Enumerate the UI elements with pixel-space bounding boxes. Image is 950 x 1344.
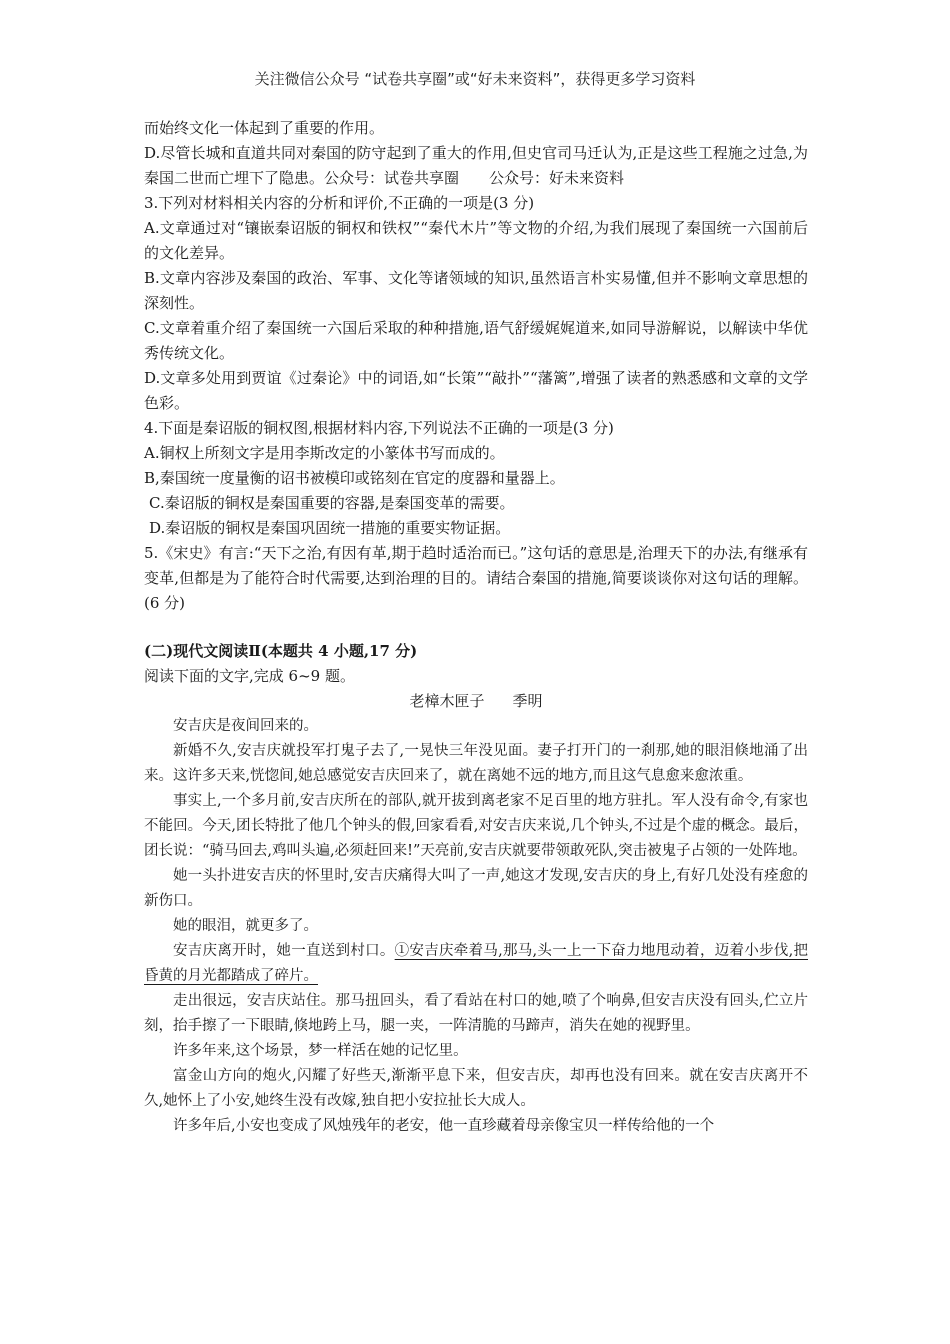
question-4: 4.下面是秦诏版的铜权图,根据材料内容,下列说法不正确的一项是(3 分) — [144, 419, 614, 437]
question-3: 3.下列对材料相关内容的分析和评价,不正确的一项是(3 分) — [144, 194, 535, 212]
text-line: 而始终文化一体起到了重要的作用。 — [144, 119, 385, 137]
story-paragraph: 安吉庆是夜间回来的。 — [173, 718, 318, 734]
question-4-option-a: A.铜权上所刻文字是用李斯改定的小篆体书写而成的。 — [144, 444, 505, 462]
story-title-line — [144, 689, 808, 714]
story-paragraph: 她一头扑进安吉庆的怀里时,安吉庆痛得大叫了一声,她这才发现,安吉庆的身上,有好几处没有痊愈的新伤口。 — [144, 868, 808, 909]
question-3-option-a: A.文章通过对“镶嵌秦诏版的铜权和铁权”“秦代木片”等文物的介绍,为我们展现了秦国统一六国前后的文化差异。 — [144, 219, 808, 262]
story-paragraph: 走出很远，安吉庆站住。那马扭回头，看了看站在村口的她,喷了个响鼻,但安吉庆没有回头,伫立片刻，抬手擦了一下眼睛,倏地跨上马，腿一夹，一阵清脆的马蹄声，消失在她的视野里。 — [144, 993, 808, 1034]
document-body — [144, 116, 808, 1139]
lead-text: 安吉庆离开时，她一直送到村口。 — [173, 943, 395, 959]
question-4-option-b: B,秦国统一度量衡的诏书被模印或铭刻在官定的度器和量器上。 — [144, 469, 565, 487]
underlined-sentence-1: ①安吉庆牵着马,那马,头一上一下奋力地甩动着，迈着小步伐,把昏黄的月光都踏成了碎片。 — [144, 943, 809, 984]
story-paragraph: 她的眼泪，就更多了。 — [173, 918, 318, 934]
question-5: 5.《宋史》有言:“天下之治,有因有革,期于趋时适治而已。”这句话的意思是,治理天下的办法,有继承有变革,但都是为了能符合时代需要,达到治理的目的。请结合秦国的措施,简要谈谈你对这句话的理解。(6 分) — [144, 544, 808, 612]
page-header: 关注微信公众号 “试卷共享圈”或“好未来资料”，获得更多学习资料 — [254, 70, 696, 88]
question-4-option-d: D.秦诏版的铜权是秦国巩固统一措施的重要实物证据。 — [149, 519, 511, 537]
story-paragraph: 许多年后,小安也变成了风烛残年的老安，他一直珍藏着母亲像宝贝一样传给他的一个 — [173, 1118, 715, 1134]
story-author: 季明 — [512, 692, 543, 710]
section-heading: (二)现代文阅读Ⅱ(本题共 4 小题,17 分) — [144, 642, 418, 660]
question-3-option-c: C.文章着重介绍了秦国统一六国后采取的种种措施,语气舒缓娓娓道来,如同导游解说，以解读中华优秀传统文化。 — [144, 319, 808, 362]
story-paragraph: 富金山方向的炮火,闪耀了好些天,渐渐平息下来，但安吉庆，却再也没有回来。就在安吉庆离开不久,她怀上了小安,她终生没有改嫁,独自把小安拉扯长大成人。 — [144, 1068, 808, 1109]
question-4-option-c: C.秦诏版的铜权是秦国重要的容器,是秦国变革的需要。 — [149, 494, 515, 512]
question-3-option-b: B.文章内容涉及秦国的政治、军事、文化等诸领域的知识,虽然语言朴实易懂,但并不影响文章思想的深刻性。 — [144, 269, 808, 312]
story-paragraph-underlined — [144, 939, 808, 989]
spacer — [144, 616, 808, 639]
story-paragraph: 许多年来,这个场景，梦一样活在她的记忆里。 — [173, 1043, 468, 1059]
story-paragraph: 新婚不久,安吉庆就投军打鬼子去了,一晃快三年没见面。妻子打开门的一刹那,她的眼泪倏地涌了出来。这许多天来,恍惚间,她总感觉安吉庆回来了，就在离她不远的地方,而且这气息愈来愈浓重。 — [144, 743, 808, 784]
question-3-option-d: D.文章多处用到贾谊《过秦论》中的词语,如“长策”“敲扑”“藩篱”,增强了读者的熟悉感和文章的文学色彩。 — [144, 369, 808, 412]
story-title: 老樟木匣子 — [409, 692, 485, 710]
reading-instruction: 阅读下面的文字,完成 6~9 题。 — [144, 667, 355, 685]
option-d-paragraph: D.尽管长城和直道共同对秦国的防守起到了重大的作用,但史官司马迁认为,正是这些工程施之过急,为秦国二世而亡埋下了隐患。公众号：试卷共享圈 公众号：好未来资料 — [144, 144, 808, 187]
story-paragraph: 事实上,一个多月前,安吉庆所在的部队,就开拔到离老家不足百里的地方驻扎。军人没有命令,有家也不能回。今天,团长特批了他几个钟头的假,回家看看,对安吉庆来说,几个钟头,不过是个虚的概念。最后，团长说：“骑马回去,鸡叫头遍,必须赶回来!”天亮前,安吉庆就要带领敢死队,突击被鬼子占领的一处阵地。 — [144, 793, 808, 859]
